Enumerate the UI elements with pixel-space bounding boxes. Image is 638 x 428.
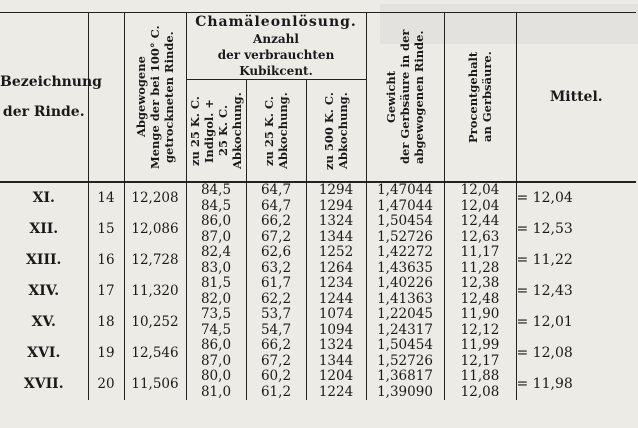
abkochung-25-value: 61,7: [246, 276, 306, 292]
procent-value: 12,17: [444, 354, 516, 370]
indigo-value: 83,0: [186, 261, 246, 277]
abkochung-25-value: 64,7: [246, 182, 306, 199]
gewicht-value: 1,22045: [366, 307, 444, 323]
abkochung-25-value: 67,2: [246, 354, 306, 370]
menge-value: 10,252: [124, 307, 186, 338]
procent-value: 12,48: [444, 292, 516, 308]
menge-value: 12,546: [124, 338, 186, 369]
table-body: [0, 182, 636, 400]
sample-number: 19: [88, 338, 124, 369]
indigo-value: 80,0: [186, 369, 246, 385]
header-col-c-text: zu 500 K. C. Abkochung.: [322, 91, 350, 170]
gewicht-value: 1,47044: [366, 199, 444, 215]
indigo-value: 82,0: [186, 292, 246, 308]
header-mittel-text: Mittel.: [549, 89, 603, 105]
section-label: XIV.: [0, 276, 88, 307]
header-bezeichnung: [0, 13, 102, 183]
abkochung-500-value: 1264: [306, 261, 366, 277]
abkochung-25-value: 66,2: [246, 338, 306, 354]
procent-value: 12,08: [444, 385, 516, 401]
procent-value: 11,17: [444, 245, 516, 261]
abkochung-500-value: 1344: [306, 230, 366, 246]
abkochung-500-value: 1244: [306, 292, 366, 308]
header-col-c: [306, 80, 366, 183]
header-nr: [88, 13, 124, 183]
procent-value: 12,04: [444, 182, 516, 199]
section-label: XI.: [0, 182, 88, 214]
gewicht-value: 1,40226: [366, 276, 444, 292]
section-label: XVII.: [0, 369, 88, 400]
header-col-a: [186, 80, 246, 183]
header-gewicht-text: Gewicht der Gerbsäure in der abgewogenen Rinde.: [384, 29, 426, 165]
header-menge: [124, 13, 186, 183]
indigo-value: 86,0: [186, 214, 246, 230]
header-mittel: [516, 13, 636, 183]
section-label: XII.: [0, 214, 88, 245]
header-cham-sub2: der verbrauchten Kubikcent.: [217, 48, 335, 78]
table-row: [0, 214, 636, 230]
procent-value: 11,28: [444, 261, 516, 277]
abkochung-500-value: 1234: [306, 276, 366, 292]
abkochung-25-value: 61,2: [246, 385, 306, 401]
header-cham-sub1: Anzahl: [253, 32, 299, 46]
section-label: XIII.: [0, 245, 88, 276]
gewicht-value: 1,36817: [366, 369, 444, 385]
indigo-value: 73,5: [186, 307, 246, 323]
header-cham-title: Chamäleonlösung.: [195, 14, 357, 30]
abkochung-500-value: 1204: [306, 369, 366, 385]
abkochung-500-value: 1294: [306, 182, 366, 199]
abkochung-25-value: 54,7: [246, 323, 306, 339]
mittel-value: = 12,43: [516, 282, 573, 299]
abkochung-500-value: 1294: [306, 199, 366, 215]
procent-value: 12,44: [444, 214, 516, 230]
menge-value: 12,728: [124, 245, 186, 276]
sample-number: 14: [88, 182, 124, 214]
abkochung-500-value: 1252: [306, 245, 366, 261]
abkochung-25-value: 62,6: [246, 245, 306, 261]
abkochung-500-value: 1324: [306, 338, 366, 354]
mittel-value: = 12,08: [516, 344, 573, 361]
gewicht-value: 1,52726: [366, 354, 444, 370]
gewicht-value: 1,41363: [366, 292, 444, 308]
abkochung-25-value: 64,7: [246, 199, 306, 215]
table-row: [0, 369, 636, 385]
header-procent-text: Procentgehalt an Gerbsäure.: [466, 51, 494, 143]
indigo-value: 87,0: [186, 230, 246, 246]
procent-value: 11,88: [444, 369, 516, 385]
indigo-value: 84,5: [186, 182, 246, 199]
abkochung-25-value: 60,2: [246, 369, 306, 385]
table-row: [0, 245, 636, 261]
indigo-value: 86,0: [186, 338, 246, 354]
section-label: XVI.: [0, 338, 88, 369]
menge-value: 12,086: [124, 214, 186, 245]
procent-value: 12,12: [444, 323, 516, 339]
gewicht-value: 1,42272: [366, 245, 444, 261]
menge-value: 12,208: [124, 182, 186, 214]
header-procent: [444, 13, 516, 183]
procent-value: 11,99: [444, 338, 516, 354]
sample-number: 15: [88, 214, 124, 245]
gewicht-value: 1,50454: [366, 338, 444, 354]
abkochung-25-value: 67,2: [246, 230, 306, 246]
header-col-b: [246, 80, 306, 183]
tannin-table: [0, 12, 636, 400]
abkochung-500-value: 1324: [306, 214, 366, 230]
indigo-value: 82,4: [186, 245, 246, 261]
abkochung-500-value: 1344: [306, 354, 366, 370]
header-col-a-text: zu 25 K. C. Indigol. + 25 K. C. Abkochung.: [188, 92, 244, 169]
sample-number: 20: [88, 369, 124, 400]
procent-value: 12,63: [444, 230, 516, 246]
gewicht-value: 1,47044: [366, 182, 444, 199]
gewicht-value: 1,24317: [366, 323, 444, 339]
sample-number: 17: [88, 276, 124, 307]
procent-value: 11,90: [444, 307, 516, 323]
procent-value: 12,04: [444, 199, 516, 215]
abkochung-500-value: 1224: [306, 385, 366, 401]
gewicht-value: 1,50454: [366, 214, 444, 230]
indigo-value: 81,5: [186, 276, 246, 292]
indigo-value: 87,0: [186, 354, 246, 370]
header-chamaeleon: [186, 13, 366, 80]
gewicht-value: 1,39090: [366, 385, 444, 401]
sample-number: 18: [88, 307, 124, 338]
mittel-value: = 11,98: [516, 375, 573, 392]
sample-number: 16: [88, 245, 124, 276]
abkochung-25-value: 62,2: [246, 292, 306, 308]
section-label: XV.: [0, 307, 88, 338]
table-row: [0, 338, 636, 354]
table-row: [0, 307, 636, 323]
gewicht-value: 1,43635: [366, 261, 444, 277]
indigo-value: 81,0: [186, 385, 246, 401]
indigo-value: 84,5: [186, 199, 246, 215]
mittel-value: = 12,04: [516, 189, 573, 206]
abkochung-25-value: 66,2: [246, 214, 306, 230]
header-col-b-text: zu 25 K. C. Abkochung.: [262, 92, 290, 169]
procent-value: 12,38: [444, 276, 516, 292]
menge-value: 11,320: [124, 276, 186, 307]
mittel-value: = 12,53: [516, 220, 573, 237]
table-row: [0, 276, 636, 292]
header-bezeichnung-line2: der Rinde.: [2, 104, 85, 120]
indigo-value: 74,5: [186, 323, 246, 339]
header-bezeichnung-line1: Bezeichnung: [0, 74, 102, 90]
abkochung-500-value: 1074: [306, 307, 366, 323]
gewicht-value: 1,52726: [366, 230, 444, 246]
abkochung-25-value: 53,7: [246, 307, 306, 323]
table-row: [0, 182, 636, 199]
mittel-value: = 12,01: [516, 313, 573, 330]
menge-value: 11,506: [124, 369, 186, 400]
abkochung-25-value: 63,2: [246, 261, 306, 277]
mittel-value: = 11,22: [516, 251, 573, 268]
header-menge-text: Abgewogene Menge der bei 100° C. getrockneten Rinde.: [134, 25, 176, 169]
header-gewicht: [366, 13, 444, 183]
abkochung-500-value: 1094: [306, 323, 366, 339]
